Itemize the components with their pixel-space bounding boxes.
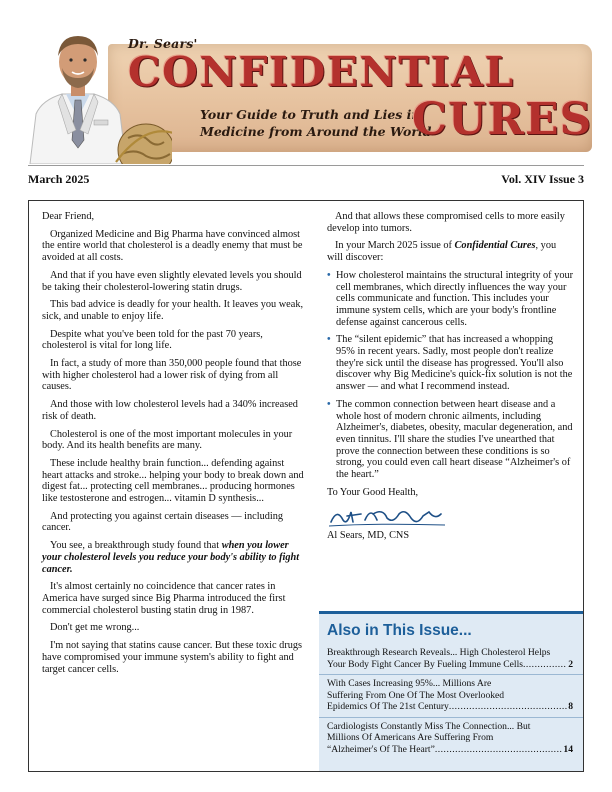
emphasized-claim: when you lower your cholesterol levels you reduce your body's ability to fight cancer. bbox=[42, 540, 300, 575]
salutation: Dear Friend, bbox=[42, 211, 95, 222]
toc-item-line: Epidemics Of The 21st Century ..... bbox=[327, 701, 567, 713]
newsletter-subtitle: CURES bbox=[412, 94, 593, 145]
brand-kicker: Dr. Sears' bbox=[128, 36, 198, 51]
toc-item-last-line bbox=[327, 701, 573, 713]
bullet-dot-icon: • bbox=[327, 398, 331, 410]
issue-volume: Vol. XIV Issue 3 bbox=[501, 172, 584, 186]
paragraph-breakthrough bbox=[42, 540, 305, 575]
toc-item-line: Cardiologists Constantly Miss The Connection... But bbox=[327, 720, 531, 732]
signature-icon bbox=[327, 504, 447, 528]
newsletter-tagline bbox=[200, 106, 432, 140]
issue-info-row bbox=[28, 172, 584, 187]
newsletter-title: CONFIDENTIAL bbox=[128, 48, 515, 96]
list-item-text: The common connection between heart disease and a whole host of modern chronic ailments, including Alzheimer's, diabetes, obesity, macular degeneration, and even tinnitus. I'll share the studies I've unearthed that prove the connection between these conditions is so strong, you could even call heart disease “Alzheimer's of the heart.” bbox=[336, 398, 573, 481]
toc-page-number: 14 bbox=[563, 743, 573, 755]
paragraph: Cholesterol is one of the most important molecules in your body. And its health benefits are many. bbox=[42, 428, 293, 452]
closing: To Your Good Health, bbox=[327, 486, 419, 498]
toc-item-line: “Alzheimer's Of The Heart” ..... bbox=[327, 744, 562, 756]
issue-date: March 2025 bbox=[28, 172, 90, 186]
toc-item-line: With Cases Increasing 95%... Millions Are bbox=[327, 678, 492, 689]
list-item-text: The “silent epidemic” that has increased a whopping 95% in recent years. Sadly, most people don't realize they're sick until the disease has progressed. You'll also discover why Big Medicine's quick-fix solution is not the answer — and what I recommend instead. bbox=[336, 334, 573, 393]
masthead bbox=[22, 14, 592, 164]
paragraph: And that if you have even slightly elevated levels you should be taking their cholesterol-lowering statin drugs. bbox=[42, 269, 302, 293]
tagline-line-1: Your Guide to Truth and Lies in bbox=[200, 107, 421, 122]
list-item bbox=[327, 334, 574, 393]
also-in-issue-title: Also in This Issue... bbox=[327, 622, 472, 639]
paragraph: Don't get me wrong... bbox=[50, 622, 140, 634]
list-item bbox=[327, 270, 574, 329]
paragraph: I'm not saying that statins cause cancer. But these toxic drugs have compromised your immune system's ability to fight and target cancer cells. bbox=[42, 640, 303, 675]
list-item-text: How cholesterol maintains the structural integrity of your cell membranes, which directly influences the way your cells communicate and function. This includes your immune system cells, which are your body's frontline defense against cancerous cells. bbox=[336, 269, 574, 328]
paragraph: It's almost certainly no coincidence that cancer rates in America have surged since Big Pharma introduced the first commercial cholesterol busting statin drug in 1987. bbox=[42, 581, 286, 616]
toc-item-line: Suffering From One Of The Most Overlooked bbox=[327, 689, 505, 701]
paragraph-lead: In your March 2025 issue of bbox=[335, 240, 455, 252]
toc-item-last-line bbox=[327, 659, 573, 671]
paragraph: Despite what you've been told for the past 70 years, cholesterol is vital for long life. bbox=[42, 328, 263, 352]
bullet-dot-icon: • bbox=[327, 334, 331, 346]
signer-name: Al Sears, MD, CNS bbox=[327, 530, 410, 542]
toc-item-line: Breakthrough Research Reveals... High Cholesterol Helps bbox=[327, 647, 551, 658]
paragraph: And those with low cholesterol levels had a 340% increased risk of death. bbox=[42, 399, 298, 422]
paragraph: In fact, a study of more than 350,000 people found that those with higher cholesterol had a lower risk of dying from all causes. bbox=[42, 358, 302, 393]
paragraph-lead: You see, a breakthrough study found that bbox=[50, 540, 222, 552]
letter-column-right bbox=[327, 211, 574, 548]
masthead-divider bbox=[28, 165, 584, 166]
paragraph: And protecting you against certain diseases — including cancer. bbox=[42, 510, 284, 534]
toc-item[interactable] bbox=[319, 644, 583, 675]
tagline-line-2: Medicine from Around the World bbox=[200, 124, 432, 139]
toc-page-number: 8 bbox=[568, 701, 573, 712]
discover-list bbox=[327, 270, 574, 481]
newsletter-name-inline: Confidential Cures bbox=[454, 240, 536, 252]
also-in-issue-panel bbox=[319, 611, 583, 771]
paragraph: Organized Medicine and Big Pharma have convinced almost the entire world that cholesterol is a deadly enemy that must be avoided at all costs. bbox=[42, 228, 303, 264]
paragraph: And that allows these compromised cells to more easily develop into tumors. bbox=[327, 211, 565, 234]
globe-icon bbox=[106, 114, 172, 164]
letter-column-left bbox=[42, 211, 305, 681]
letter-box bbox=[28, 200, 584, 772]
toc-item-last-line bbox=[327, 744, 573, 756]
list-item bbox=[327, 399, 574, 481]
toc-item[interactable] bbox=[319, 718, 583, 760]
paragraph: These include healthy brain function... defending against heart attacks and stroke... helping your body to break down and digest fat... protecting cell membranes... producing hormones like testosterone and estrogen... vitamin D synthesis... bbox=[42, 457, 304, 505]
paragraph: This bad advice is deadly for your health. It leaves you weak, sick, and unable to enjoy life. bbox=[42, 299, 304, 322]
toc-item-line: Your Body Fight Cancer By Fueling Immune Cells ..... bbox=[327, 659, 567, 671]
toc-item-line: Millions Of Americans Are Suffering From bbox=[327, 732, 494, 743]
bullet-dot-icon: • bbox=[327, 269, 331, 281]
toc-item[interactable] bbox=[319, 675, 583, 718]
paragraph-tail: , you will discover: bbox=[327, 240, 557, 264]
toc-page-number: 2 bbox=[568, 658, 573, 670]
paragraph-issue-intro bbox=[327, 240, 574, 263]
